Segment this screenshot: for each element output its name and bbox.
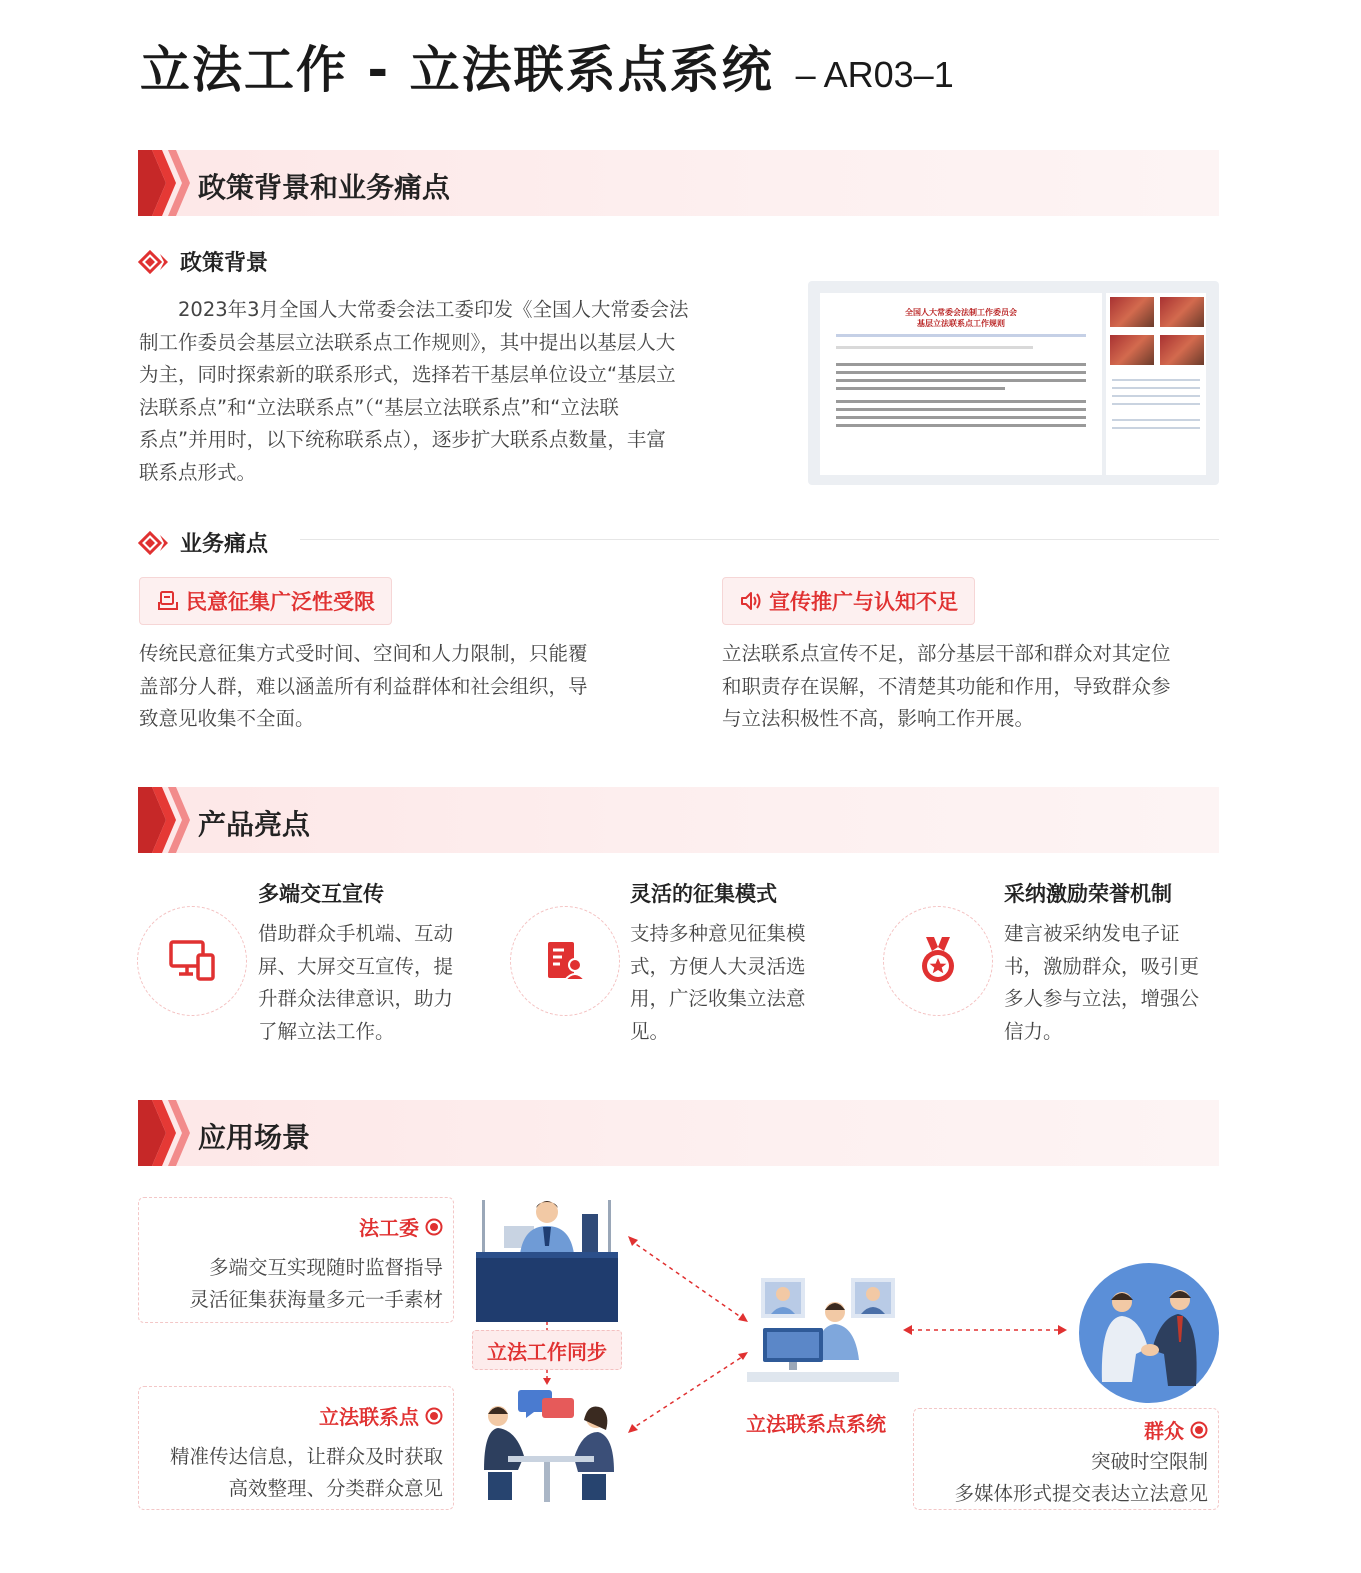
policy-line: 系点”并用时，以下统称联系点），逐步扩大联系点数量，丰富 [139, 428, 666, 451]
scenario-line: 多媒体形式提交表达立法意见 [954, 1482, 1208, 1505]
scenario-role-label: 立法联系点 [319, 1405, 419, 1429]
target-dot-icon [425, 1407, 443, 1425]
sync-tag: 立法工作同步 [472, 1330, 622, 1370]
medal-icon [918, 937, 958, 985]
meeting-illustration [478, 1386, 620, 1510]
scenario-box-falgongwei [138, 1197, 454, 1323]
sub-heading-pain [138, 527, 268, 558]
system-operator-illustration [747, 1276, 899, 1388]
news-title-line: 全国人大常委会法制工作委员会 [905, 308, 1017, 317]
pain-line: 立法联系点宣传不足，部分基层干部和群众对其定位 [722, 642, 1171, 665]
pain-tag-label: 民意征集广泛性受限 [186, 590, 375, 614]
news-sidebar [1106, 293, 1206, 475]
scenario-box-contact-point [138, 1386, 454, 1510]
pain-line: 传统民意征集方式受时间、空间和人力限制，只能覆 [139, 642, 588, 665]
scenario-role [1144, 1415, 1208, 1444]
chevron-icon [138, 150, 190, 216]
highlight-line: 书，激励群众，吸引更 [1004, 954, 1200, 978]
chevron-icon [138, 1100, 190, 1166]
diamond-icon [138, 531, 172, 555]
scenario-line: 多端交互实现随时监督指导 [208, 1256, 443, 1279]
highlight-icon-circle [510, 906, 620, 1016]
policy-line: 为主，同时探索新的联系形式，选择若干基层单位设立“基层立 [139, 363, 676, 386]
pain-line: 盖部分人群，难以涵盖所有利益群体和社会组织，导 [139, 674, 588, 698]
highlight-title: 灵活的征集模式 [630, 882, 777, 906]
highlight-icon-circle [883, 906, 993, 1016]
highlight-line: 多人参与立法，增强公 [1004, 987, 1200, 1010]
section-banner-policy [138, 150, 1219, 216]
highlight-desc [1004, 918, 1234, 1048]
sub-heading-label: 业务痛点 [180, 532, 269, 557]
pain-tag-publicity [722, 577, 975, 625]
policy-paragraph [139, 294, 749, 489]
policy-line: 制工作委员会基层立法联系点工作规则》，其中提出以基层人大 [139, 330, 676, 354]
highlight-line: 建言被采纳发电子证 [1004, 922, 1180, 945]
target-dot-icon [1190, 1421, 1208, 1439]
pain-tag-collection [139, 577, 392, 625]
scenario-line: 突破时空限制 [1090, 1450, 1208, 1473]
highlight-desc [630, 918, 860, 1048]
section-banner-scenarios [138, 1100, 1219, 1166]
scenario-line: 灵活征集获海量多元一手素材 [189, 1288, 443, 1311]
policy-line: 法联系点”和“立法联系点”（“基层立法联系点”和“立法联 [139, 395, 619, 419]
section-title: 产品亮点 [198, 808, 311, 841]
sub-heading-label: 政策背景 [180, 251, 269, 276]
highlight-line: 用，广泛收集立法意 [630, 987, 806, 1010]
scenario-line: 高效整理、分类群众意见 [228, 1477, 443, 1500]
speaker-icon [739, 589, 763, 613]
scenario-role-label: 群众 [1144, 1419, 1184, 1443]
highlight-line: 了解立法工作。 [258, 1019, 395, 1043]
page-title-code: – AR03–1 [795, 54, 954, 95]
diamond-icon [138, 250, 172, 274]
news-title-line: 基层立法联系点工作规则 [917, 319, 1005, 328]
news-document [820, 293, 1102, 475]
pain-tag-label: 宣传推广与认知不足 [769, 590, 958, 614]
page-title [140, 30, 954, 99]
highlight-line: 支持多种意见征集模 [630, 922, 806, 945]
section-banner-highlights [138, 787, 1219, 853]
handshake-illustration [1078, 1262, 1220, 1404]
policy-line: 2023年3月全国人大常委会法工委印发《全国人大常委会法 [139, 298, 689, 321]
target-dot-icon [425, 1218, 443, 1236]
policy-line: 联系点形式。 [139, 460, 257, 484]
page-title-main: 立法工作 - 立法联系点系统 [140, 41, 774, 99]
highlight-line: 升群众法律意识，助力 [258, 987, 454, 1010]
scenario-role-label: 法工委 [359, 1216, 419, 1240]
divider [300, 539, 1219, 540]
highlight-line: 信力。 [1004, 1019, 1063, 1043]
scenario-role [359, 1212, 443, 1241]
news-screenshot-image [808, 281, 1219, 485]
chevron-icon [138, 787, 190, 853]
form-collect-icon [544, 940, 586, 982]
highlight-desc [258, 918, 488, 1048]
sub-heading-policy [138, 246, 268, 277]
scenario-line: 精准传达信息，让群众及时获取 [169, 1445, 443, 1468]
arrow-down-icon [540, 1322, 554, 1386]
pain-line: 致意见收集不全面。 [139, 707, 315, 730]
highlight-line: 借助群众手机端、互动 [258, 922, 454, 945]
highlight-icon-circle [137, 906, 247, 1016]
multi-device-icon [168, 939, 216, 983]
highlight-line: 屏、大屏交互宣传，提 [258, 954, 454, 978]
section-title: 政策背景和业务痛点 [198, 171, 451, 204]
pain-desc-publicity [722, 638, 1232, 736]
highlight-line: 见。 [630, 1019, 670, 1043]
highlight-title: 采纳激励荣誉机制 [1004, 882, 1172, 906]
highlight-title: 多端交互宣传 [258, 882, 384, 906]
highlight-line: 式，方便人大灵活选 [630, 954, 806, 978]
scenario-role [319, 1401, 443, 1430]
pain-line: 与立法积极性不高，影响工作开展。 [722, 707, 1035, 730]
pain-line: 和职责存在误解，不清楚其功能和作用，导致群众参 [722, 674, 1171, 698]
official-desk-illustration [476, 1196, 618, 1322]
document-stack-icon [156, 589, 180, 613]
pain-desc-collection [139, 638, 659, 736]
system-label: 立法联系点系统 [746, 1412, 886, 1436]
section-title: 应用场景 [198, 1121, 311, 1154]
